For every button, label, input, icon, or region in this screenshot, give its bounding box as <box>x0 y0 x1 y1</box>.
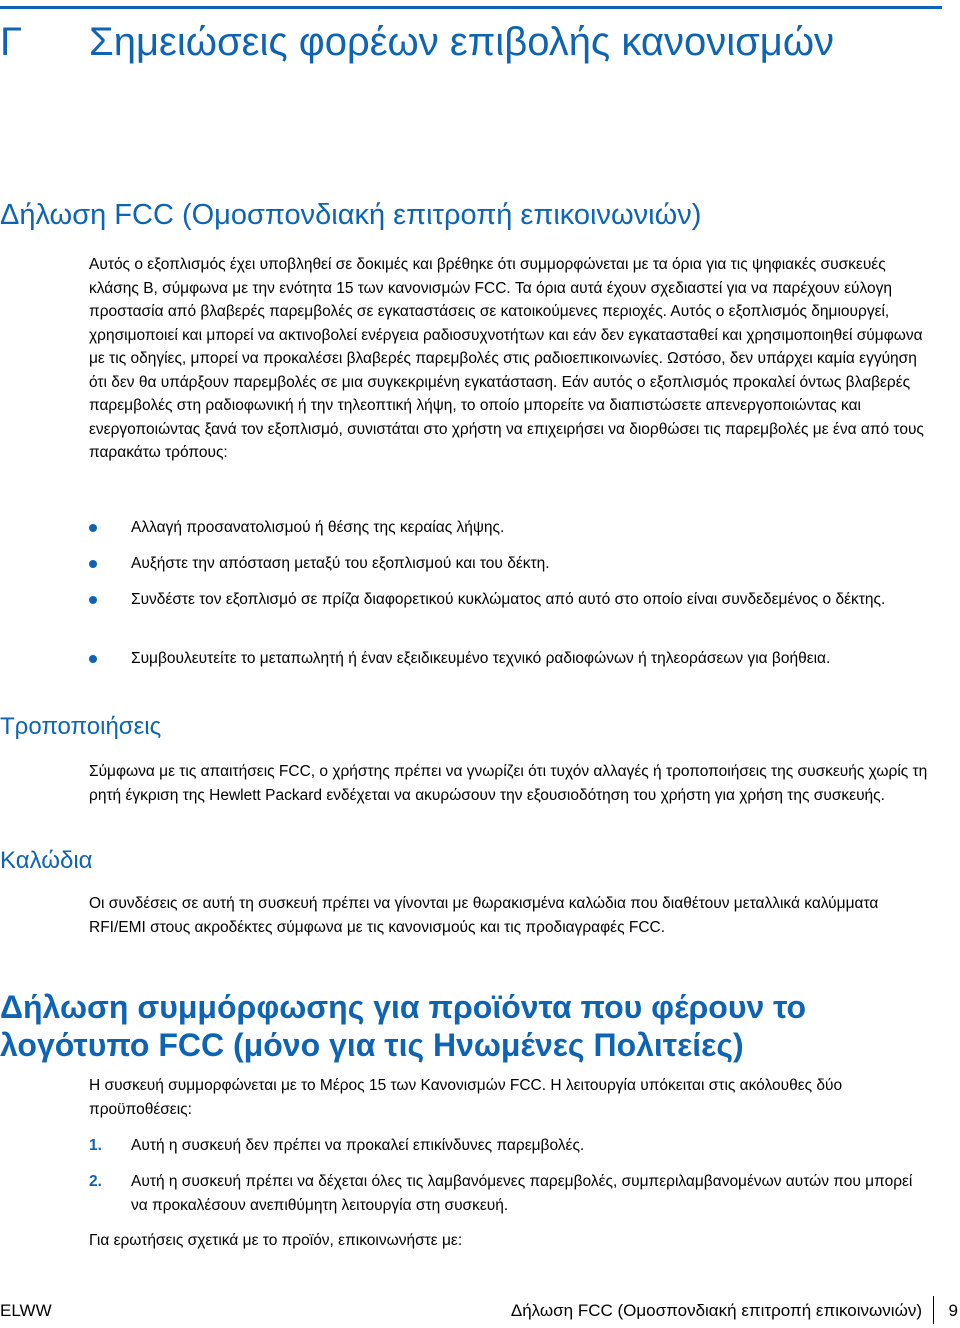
modifications-paragraph: Σύμφωνα με τις απαιτήσεις FCC, ο χρήστης πρέπει να γνωρίζει ότι τυχόν αλλαγές ή τροποποιήσεις της συσκευής χωρίς τη ρητή έγκριση της Hewlett Packard ενδέχεται να ακυρώσουν την εξουσιοδότηση του χρήστη για χρήση της συσκευής. <box>89 763 928 804</box>
contact-line: Για ερωτήσεις σχετικά με το προϊόν, επικοινωνήστε με: <box>89 1232 463 1249</box>
bullet-text: Αλλαγή προσανατολισμού ή θέσης της κεραίας λήψης. <box>131 519 505 536</box>
bullet-text: Συνδέστε τον εξοπλισμό σε πρίζα διαφορετικού κυκλώματος από αυτό στο οποίο είναι συνδεδεμένος ο δέκτης. <box>131 591 886 608</box>
footer-section-title: Δήλωση FCC (Ομοσπονδιακή επιτροπή επικοινωνιών) <box>510 1301 922 1320</box>
chapter-letter: Γ <box>0 20 23 64</box>
page-number: 9 <box>948 1301 958 1320</box>
bullet-text: Συμβουλευτείτε το μεταπωλητή ή έναν εξειδικευμένο τεχνικό ραδιοφώνων ή τηλεοράσεων για βοήθεια. <box>131 650 831 667</box>
conformity-title: Δήλωση συμμόρφωσης για προϊόντα που φέρουν το λογότυπο FCC (μόνο για τις Ηνωμένες Πολιτείες) <box>0 989 807 1063</box>
bullet-icon <box>89 655 97 663</box>
item-text: Αυτή η συσκευή δεν πρέπει να προκαλεί επικίνδυνες παρεμβολές. <box>131 1137 585 1154</box>
fcc-section-title: Δήλωση FCC (Ομοσπονδιακή επιτροπή επικοινωνιών) <box>0 199 702 231</box>
fcc-paragraph: Αυτός ο εξοπλισμός έχει υποβληθεί σε δοκιμές και βρέθηκε ότι συμμορφώνεται με τα όρια για τις ψηφιακές συσκευές κλάσης Β, σύμφωνα με την ενότητα 15 των κανονισμών FCC. Τα όρια αυτά έχουν σχεδιαστεί για να παρέχουν εύλογη προστασία από βλαβερές παρεμβολές σε εγκαταστάσεις σε κατοικούμενες περιοχές. Αυτός ο εξοπλισμός δημιουργεί, χρησιμοποιεί και μπορεί να ακτινοβολεί ενέργεια ραδιοσυχνοτήτων και εάν δεν εγκατασταθεί και χρησιμοποιηθεί σύμφωνα με τις οδηγίες, μπορεί να προκαλέσει βλαβερές παρεμβολές στις ραδιοεπικοινωνίες. Ωστόσο, δεν υπάρχει καμία εγγύηση ότι δεν θα υπάρξουν παρεμβολές σε μια συγκεκριμένη εγκατάσταση. Εάν αυτός ο εξοπλισμός προκαλεί όντως βλαβερές παρεμβολές στη ραδιοφωνική ή την τηλεοπτική λήψη, το οποίο μπορείτε να διαπιστώσετε απενεργοποιώντας και ενεργοποιώντας ξανά τον εξοπλισμό, συνιστάται στο χρήστη να επιχειρήσει να διορθώσει τις παρεμβολές με ένα από τους παρακάτω τρόπους: <box>89 256 924 461</box>
item-number: 2. <box>89 1173 102 1190</box>
footer-label: ELWW <box>0 1301 52 1320</box>
item-text: Αυτή η συσκευή πρέπει να δέχεται όλες τις λαμβανόμενες παρεμβολές, συμπεριλαμβανομένων αυτών που μπορεί να προκαλέσουν ανεπιθύμητη λειτουργία στη συσκευή. <box>131 1173 913 1214</box>
item-number: 1. <box>89 1137 102 1154</box>
cables-paragraph: Οι συνδέσεις σε αυτή τη συσκευή πρέπει να γίνονται με θωρακισμένα καλώδια που διαθέτουν μεταλλικά καλύμματα RFI/EMI στους ακροδέκτες σύμφωνα με τις κανονισμούς και τις προδιαγραφές FCC. <box>89 895 879 936</box>
modifications-title: Τροποποιήσεις <box>0 713 162 740</box>
bullet-icon <box>89 560 97 568</box>
footer-divider <box>933 1296 934 1324</box>
cables-title: Καλώδια <box>0 847 93 874</box>
bullet-icon <box>89 524 97 532</box>
bullet-icon <box>89 596 97 604</box>
chapter-title: Σημειώσεις φορέων επιβολής κανονισμών <box>89 20 835 64</box>
conformity-intro: Η συσκευή συμμορφώνεται με το Μέρος 15 των Κανονισμών FCC. Η λειτουργία υπόκειται στις ακόλουθες δύο προϋποθέσεις: <box>89 1077 843 1118</box>
bullet-text: Αυξήστε την απόσταση μεταξύ του εξοπλισμού και του δέκτη. <box>131 555 550 572</box>
top-rule <box>0 6 942 9</box>
